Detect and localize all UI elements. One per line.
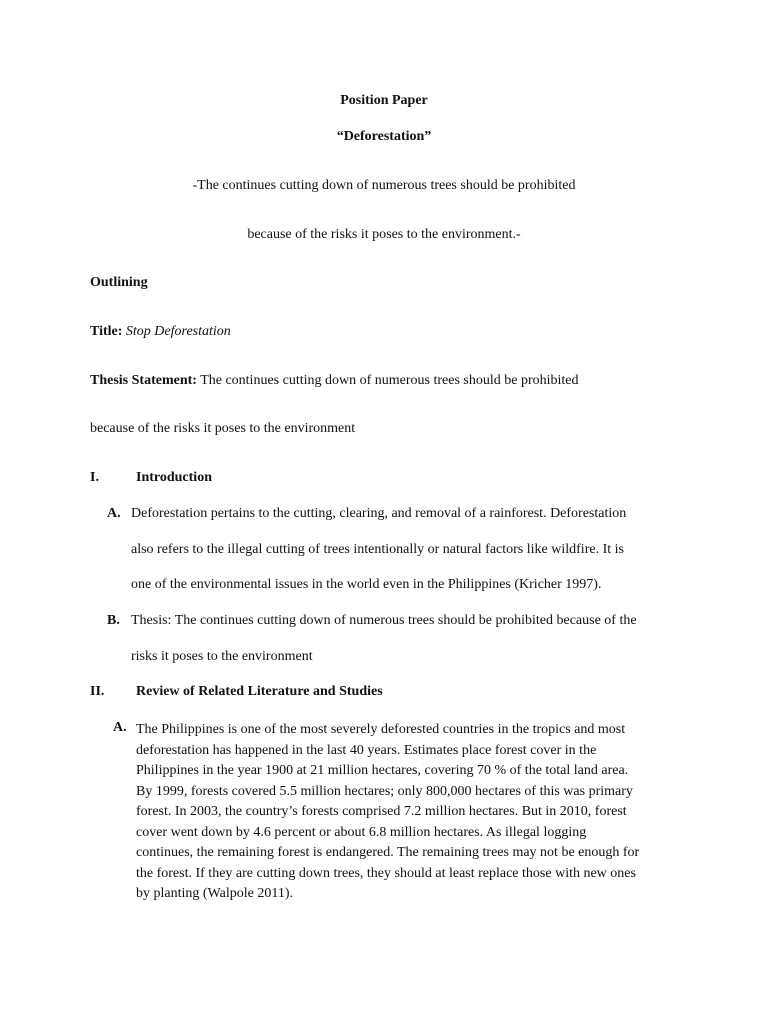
document-title: “Deforestation”: [336, 129, 432, 144]
paragraph-line: forest. In 2003, the country’s forests comprised 7.2 million hectares. But in 2010, forest: [136, 804, 627, 819]
paragraph-line: deforestation has happened in the last 40 years. Estimates place forest cover in the: [136, 742, 597, 758]
paragraph-line: by planting (Walpole 2011).: [136, 886, 293, 901]
title-label: Title:: [90, 324, 123, 339]
stance-line-2: because of the risks it poses to the environment.-: [247, 227, 521, 242]
section-2-item-a-marker: A.: [113, 720, 127, 735]
stance-line-1: -The continues cutting down of numerous trees should be prohibited: [192, 178, 576, 193]
section-2-heading: Review of Related Literature and Studies: [136, 684, 383, 699]
paragraph-line: continues, the remaining forest is endangered. The remaining trees may not be enough for: [136, 845, 640, 860]
section-1-item-b-line: Thesis: The continues cutting down of numerous trees should be prohibited because of the: [131, 613, 637, 628]
doc-type-heading: Position Paper: [340, 93, 428, 108]
outlining-heading: Outlining: [90, 275, 148, 290]
section-1-item-b-line: risks it poses to the environment: [131, 649, 313, 664]
section-1-item-a-line: also refers to the illegal cutting of trees intentionally or natural factors like wildfire. It is: [131, 542, 624, 557]
paragraph-line: cover went down by 4.6 percent or about 6.8 million hectares. As illegal logging: [136, 824, 587, 840]
thesis-row: [90, 373, 579, 389]
title-row: [90, 324, 231, 340]
section-1-item-b-marker: B.: [107, 613, 120, 628]
section-1-numeral: I.: [90, 470, 99, 485]
title-value: Stop Deforestation: [125, 324, 231, 339]
section-1-item-a-line: Deforestation pertains to the cutting, clearing, and removal of a rainforest. Deforestation: [131, 506, 627, 521]
section-1-item-a-marker: A.: [107, 506, 121, 521]
section-1-heading: Introduction: [136, 470, 212, 485]
section-1-item-a-line: one of the environmental issues in the world even in the Philippines (Kricher 1997).: [131, 577, 602, 592]
thesis-label: Thesis Statement:: [90, 373, 197, 388]
paragraph-line: the forest. If they are cutting down trees, they should at least replace those with new ones: [136, 865, 636, 881]
paragraph-line: The Philippines is one of the most severely deforested countries in the tropics and most: [136, 722, 626, 737]
section-2-numeral: II.: [90, 684, 105, 699]
section-2-item-a-paragraph: [136, 720, 639, 905]
paragraph-line: Philippines in the year 1900 at 21 million hectares, covering 70 % of the total land area.: [136, 763, 629, 778]
thesis-line-2: because of the risks it poses to the environment: [90, 421, 356, 436]
paragraph-line: By 1999, forests covered 5.5 million hectares; only 800,000 hectares of this was primary: [136, 783, 633, 799]
thesis-line-1: The continues cutting down of numerous trees should be prohibited: [200, 373, 579, 388]
